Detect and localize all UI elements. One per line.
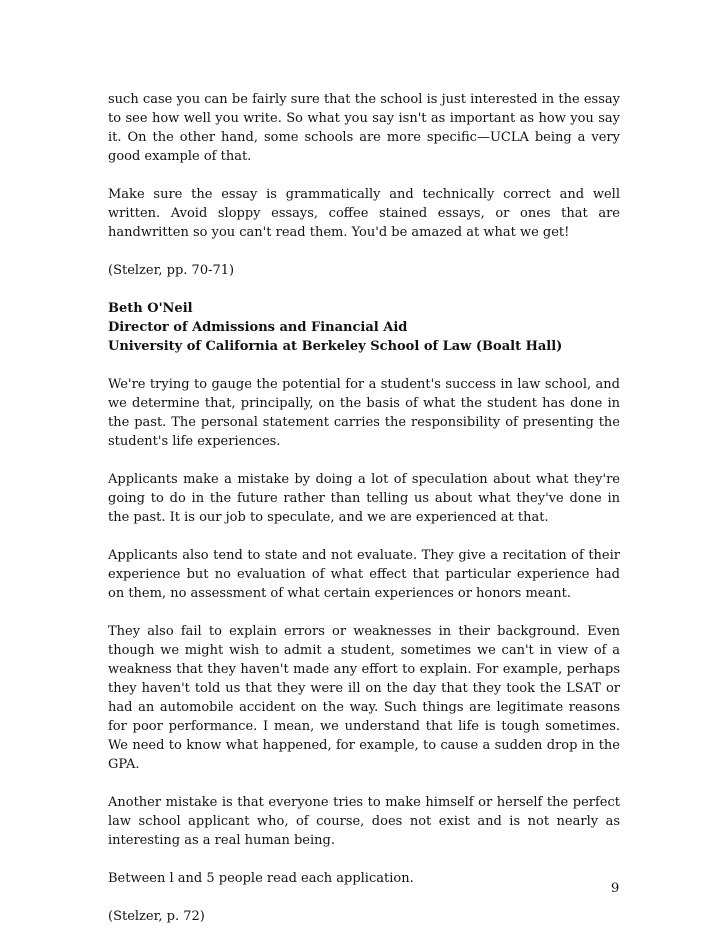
citation: (Stelzer, pp. 70-71): [108, 263, 235, 278]
speaker-name: Beth O'Neil: [108, 301, 193, 316]
paragraph: We're trying to gauge the potential for a student's success in law school, and we determine that, principally, on the basis of what the student has done in the past. The personal statement carries the responsibility of presenting the student's life experiences.: [108, 377, 620, 449]
page-number: 9: [611, 881, 620, 896]
paragraph: such case you can be fairly sure that the school is just interested in the essay to see how well you write. So what you say isn't as important as how you say it. On the other hand, some schools are more specific—UCLA being a very good example of that.: [108, 92, 620, 164]
paragraph: Applicants make a mistake by doing a lot of speculation about what they're going to do in the future rather than telling us about what they've done in the past. It is our job to speculate, and we are experienced at that.: [108, 472, 620, 525]
paragraph: Between l and 5 people read each application.: [108, 871, 414, 886]
citation: (Stelzer, p. 72): [108, 909, 205, 924]
document-page: [108, 90, 620, 945]
paragraph: Applicants also tend to state and not evaluate. They give a recitation of their experience but no evaluation of what effect that particular experience had on them, no assessment of what certain experiences or honors meant.: [108, 548, 620, 601]
speaker-heading: [108, 299, 620, 356]
speaker-institution: University of California at Berkeley School of Law (Boalt Hall): [108, 339, 563, 354]
paragraph: Make sure the essay is grammatically and technically correct and well written. Avoid sloppy essays, coffee stained essays, or ones that are handwritten so you can't read them. You'd be amazed at what we get!: [108, 187, 620, 240]
paragraph: Another mistake is that everyone tries to make himself or herself the perfect law school applicant who, of course, does not exist and is not nearly as interesting as a real human being.: [108, 795, 620, 848]
speaker-title: Director of Admissions and Financial Aid: [108, 320, 408, 335]
paragraph: They also fail to explain errors or weaknesses in their background. Even though we might wish to admit a student, sometimes we can't in view of a weakness that they haven't made any effort to explain. For example, perhaps they haven't told us that they were ill on the day that they took the LSAT or had an automobile accident on the way. Such things are legitimate reasons for poor performance. I mean, we understand that life is tough sometimes. We need to know what happened, for example, to cause a sudden drop in the GPA.: [108, 624, 620, 772]
